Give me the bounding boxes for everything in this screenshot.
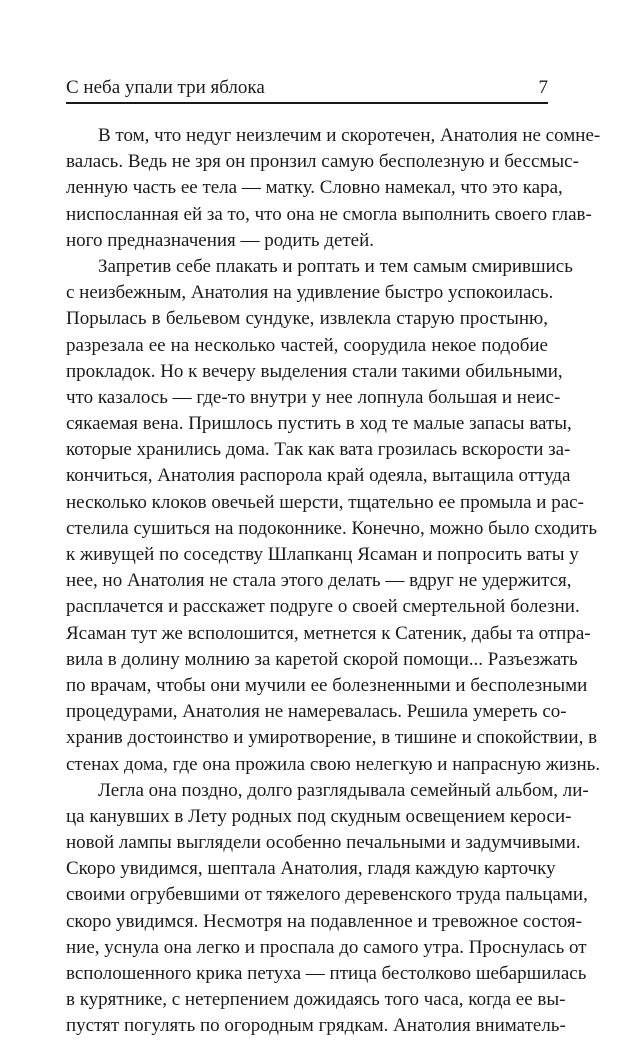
header-rule [66,102,548,104]
text-line: по врачам, чтобы они мучили ее болезненными и бесполезными [66,674,588,696]
text-line: Ясаман тут же всполошится, метнется к Сатеник, дабы та отпра- [66,622,591,644]
text-line: всполошенного крика петуха — птица бестолково шебаршилась [66,963,587,984]
text-line: процедурами, Анатолия не намеревалась. Решила умереть со- [66,701,567,723]
running-header [66,76,548,102]
text-line: стенах дома, где она прожила свою нелегкую и напрасную жизнь. [66,753,601,775]
text-line: ниспосланная ей за то, что она не смогла выполнить своего глав- [66,203,592,225]
text-line: вила в долину молнию за каретой скорой помощи... Разъезжать [66,648,578,670]
text-line: которые хранились дома. Так как вата грозилась вскорости за- [66,439,571,461]
text-line: что казалось — где-то внутри у нее лопнула большая и неис- [66,386,561,408]
text-line: к живущей по соседству Шлапканц Ясаман и попросить ваты у [66,544,579,565]
text-line: нее, но Анатолия не стала этого делать — вдруг не удержится, [66,570,572,592]
text-line: кончиться, Анатолия распорола край одеяла, вытащила оттуда [66,465,571,487]
text-line: ние, уснула она легко и проспала до самого утра. Проснулась от [66,936,587,958]
text-line: хранив достоинство и умиротворение, в тишине и спокойствии, в [66,727,598,749]
text-line: сякаемая вена. Пришлось пустить в ход те малые запасы ваты, [66,413,572,435]
text-line: Запретив себе плакать и роптать и тем самым смирившись [98,255,573,277]
text-line: разрезала ее на несколько частей, соорудила некое подобие [66,334,548,356]
text-line: В том, что недуг неизлечим и скоротечен, Анатолия не сомне- [98,125,601,146]
body-text [66,123,601,1040]
text-line: в курятнике, с нетерпением дожидаясь того часа, когда ее вы- [66,989,566,1011]
text-line: новой лампы выглядели особенно печальными и задумчивыми. [66,832,581,854]
paragraph [66,123,601,254]
text-line: с неизбежным, Анатолия на удивление быстро успокоилась. [66,282,554,304]
text-line: ленную часть ее тела — матку. Словно намекал, что это кара, [66,177,563,199]
text-line: расплачется и расскажет подруге о своей смертельной болезни. [66,596,580,618]
paragraph [66,254,601,778]
text-line: пустят погулять по огородным грядкам. Анатолия вниматель- [66,1015,566,1037]
text-line: ца канувших в Лету родных под скудным освещением кероси- [66,805,572,827]
text-line: стелила сушиться на подоконнике. Конечно, можно было сходить [66,517,598,539]
text-line: своими огрубевшими от тяжелого деревенского труда пальцами, [66,884,588,906]
text-line: Легла она поздно, долго разглядывала семейный альбом, ли- [98,779,589,801]
text-line: скоро увидимся. Несмотря на подавленное и тревожное состоя- [66,910,582,932]
paragraph [66,778,589,1040]
text-line: прокладок. Но к вечеру выделения стали такими обильными, [66,360,563,382]
text-line: несколько клоков овечьей шерсти, тщательно ее промыла и рас- [66,491,584,513]
text-line: ного предназначения — родить детей. [66,229,375,251]
text-line: Порылась в бельевом сундуке, извлекла старую простыню, [66,308,548,330]
running-title: С неба упали три яблока [66,77,265,98]
page-number: 7 [538,77,548,98]
text-line: Скоро увидимся, шептала Анатолия, гладя каждую карточку [66,858,556,880]
text-line: валась. Ведь не зря он пронзил самую бесполезную и бессмыс- [66,151,579,173]
